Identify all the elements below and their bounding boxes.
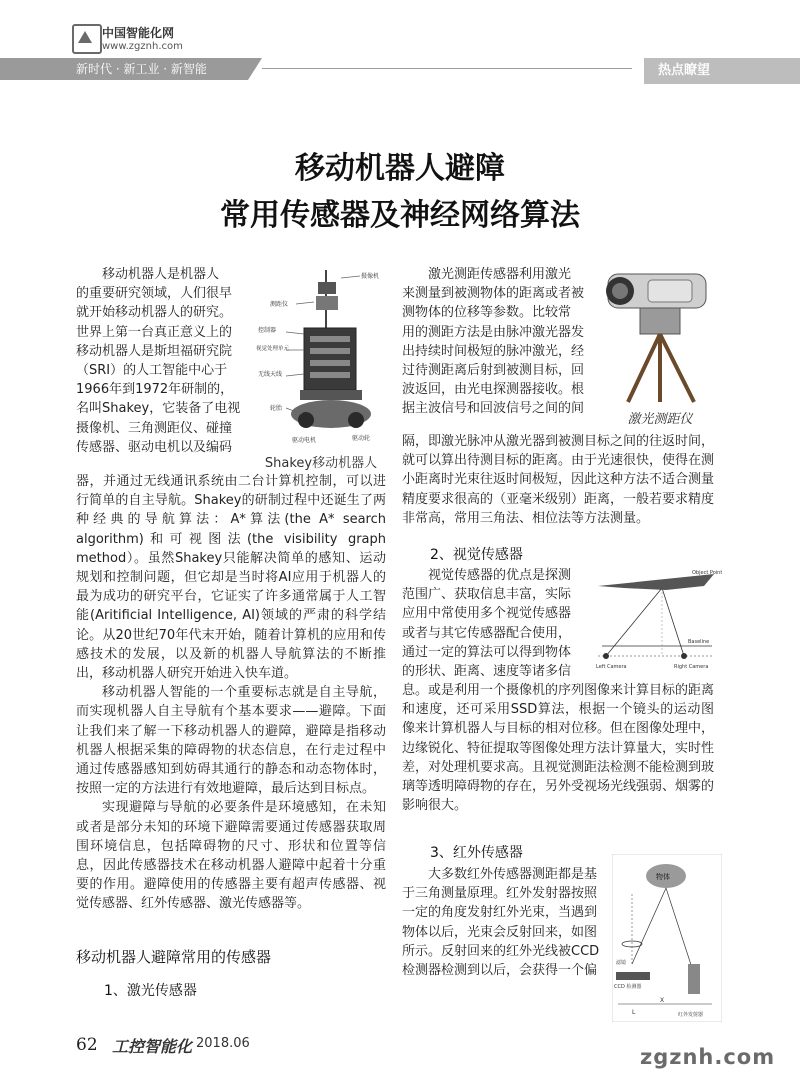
- laser-paragraph-wrapped: [402, 265, 590, 419]
- text-line: 所示。反射回来的红外光线被CCD: [402, 943, 600, 959]
- text-line: 用的测距方法是由脉冲激光器发: [402, 324, 585, 340]
- diagram-label: Left Camera: [596, 664, 627, 670]
- diagram-label: 物体: [656, 873, 670, 881]
- text-line: 于三角测量原理。红外发射器按照: [402, 886, 598, 902]
- diagram-label: Baseline: [688, 639, 710, 645]
- paragraph: 实现避障与导航的必要条件是环境感知，在未知或者是部分未知的环境下避障需要通过传感器获取周围环境信息，包括障碍物的尺寸、形状和位置等信息，因此传感器技术在移动机器人避障中起着十分重要的作用。避障使用的传感器主要有超声传感器、视觉传感器、红外传感器、激光传感器等。: [76, 800, 386, 912]
- text-line: 传感器、驱动电机以及编码: [76, 439, 233, 455]
- robot-label: 轮胎: [270, 405, 283, 412]
- text-line: 通过一定的算法可以得到物体: [402, 644, 572, 660]
- robot-label: 无线天线: [258, 371, 283, 378]
- robot-label: 测距仪: [270, 301, 289, 308]
- text-line: （SRI）的人工智能中心于: [76, 363, 228, 379]
- section-heading: 移动机器人避障常用的传感器: [76, 948, 272, 966]
- subsection-heading-laser: 1、激光传感器: [104, 983, 197, 999]
- site-name: 中国智能化网: [102, 26, 175, 40]
- infrared-paragraph-wrapped: [402, 865, 608, 980]
- magazine-name: 工控智能化: [112, 1037, 193, 1056]
- left-column-body: [76, 472, 386, 914]
- site-watermark: zgznh.com: [640, 1045, 776, 1069]
- diagram-label: L: [632, 1009, 636, 1016]
- paragraph: 息。或是利用一个摄像机的序列图像来计算目标的距离和速度，还可采用SSD算法，根据一个镜头的运动图像来计算机器人与目标的相对位移。但在图像处理中，边缘锐化、特征提取等图像处理方法计算量大，实时性差，对处理机要求高。且视觉测距法检测不能检测到玻璃等透明障碍物的存在，另外受视场光线强弱、烟雾的影响很大。: [402, 683, 715, 814]
- text-line: 视觉传感器的优点是探测: [428, 568, 572, 583]
- robot-label: 摄像机: [361, 273, 380, 280]
- text-line: 应用中常使用多个视觉传感器: [402, 606, 572, 622]
- diagram-label: CCD 检测器: [614, 984, 642, 990]
- laser-paragraph-cont: [402, 432, 714, 528]
- robot-label: 驱动轮: [352, 435, 371, 442]
- infrared-triangulation-diagram: [612, 854, 722, 1022]
- text-line: 测物体的位移等参数。比较常: [402, 305, 572, 321]
- issue-date: 2018.06: [196, 1036, 250, 1051]
- text-line: 激光测距传感器利用激光: [428, 267, 572, 282]
- diagram-label: 红外发射器: [678, 1012, 704, 1018]
- site-url: www.zgznh.com: [102, 41, 183, 52]
- article-title-line2: 常用传感器及神经网络算法: [220, 198, 580, 233]
- site-logo-icon: [72, 24, 102, 54]
- text-line: 检测器检测到以后，会获得一个偏: [402, 963, 598, 979]
- shakey-robot-image: [256, 268, 386, 450]
- text-line: 波返回，由光电探测器接收。根: [402, 382, 585, 398]
- header-rule: [262, 68, 632, 69]
- text-line: 物体以后，光束会反射回来，如图: [402, 924, 598, 940]
- text-line: 据主波信号和回波信号之间的间: [402, 401, 585, 417]
- paragraph: 隔，即激光脉冲从激光器到被测目标之间的往返时间，就可以算出待测目标的距离。由于光速很快，使得在测小距离时光束往返时间极短，因此这种方法不适合测量精度要求很高的（亚毫米级别）距离，一般若要求精度非常高，常用三角法、相位法等方法测量。: [402, 434, 715, 526]
- vision-paragraph-cont: [402, 681, 714, 815]
- text-line: 范围广、获取信息丰富，实际: [402, 587, 572, 603]
- text-line: 就开始移动机器人的研究。: [76, 305, 233, 321]
- text-line: 的形状、距离、速度等诸多信: [402, 664, 572, 680]
- subsection-heading-infrared: 3、红外传感器: [430, 845, 523, 861]
- paragraph: 移动机器人智能的一个重要标志就是自主导航，而实现机器人自主导航有个基本要求——避障。下面让我们来了解一下移动机器人的避障，避障是指移动机器人根据采集的障碍物的状态信息，在行走过程中通过传感器感知到妨碍其通行的静态和动态物体时，按照一定的方法进行有效地避障，最后达到目标点。: [76, 685, 386, 797]
- text-line: 摄像机、三角测距仪、碰撞: [76, 420, 233, 436]
- text-line: 大多数红外传感器测距都是基: [428, 867, 598, 882]
- robot-label: 控制器: [258, 327, 277, 334]
- text-line: 世界上第一台真正意义上的: [76, 324, 233, 340]
- paragraph: 器，并通过无线通讯系统由二台计算机控制，可以进行简单的自主导航。Shakey的研制过程中还诞生了两种经典的导航算法：A*算法(the A* search algorithm)和可视图法(the visibility graph method）。虽然Shakey只能解决简单的感知、运动规划和控制问题，但它却是当时将AI应用于机器人的最为成功的研究平台，它证实了许多通常属于人工智能(Aritificial Intelligence, AI)领域的严肃的科学结论。从20世纪70年代末开始，随着计算机的应用和传感技术的发展，以及新的机器人导航算法的不断推出，移动机器人研究开始进入快车道。: [76, 474, 386, 682]
- page-number: 62: [76, 1035, 98, 1055]
- text-line: 来测量到被测物体的距离或者被: [402, 286, 585, 302]
- text-line: 出持续时间极短的脉冲激光，经: [402, 343, 585, 359]
- laser-caption: 激光测距仪: [627, 412, 693, 427]
- diagram-label: Right Camera: [674, 664, 709, 670]
- robot-label: 驱动电机: [292, 437, 317, 444]
- text-line: 移动机器人是机器人: [102, 267, 220, 282]
- text-line: 1966年到1972年研制的，: [76, 382, 234, 398]
- slogan-bar: 新时代 · 新工业 · 新智能: [0, 58, 248, 80]
- laser-rangefinder-image: [598, 262, 722, 404]
- stereo-vision-diagram: [592, 568, 722, 680]
- robot-caption: Shakey移动机器人: [264, 456, 378, 471]
- text-line: 移动机器人是斯坦福研究院: [76, 343, 233, 359]
- section-tab: 热点瞭望: [644, 58, 800, 84]
- text-line: 或者与其它传感器配合使用，: [402, 625, 572, 641]
- vision-paragraph-wrapped: [402, 566, 592, 681]
- text-line: 过待测距离后射到被测目标，回: [402, 363, 585, 379]
- diagram-label: Object Point: [692, 570, 722, 576]
- text-line: 的重要研究领域，人们很早: [76, 286, 233, 302]
- diagram-label: 滤镜: [616, 960, 627, 966]
- intro-paragraph-wrapped: [76, 265, 256, 457]
- text-line: 一定的角度发射红外光束，当遇到: [402, 905, 598, 921]
- diagram-label: X: [660, 997, 665, 1004]
- robot-label: 视觉处理单元: [256, 346, 290, 352]
- text-line: 名叫Shakey，它装备了电视: [76, 401, 241, 417]
- article-title-line1: 移动机器人避障: [295, 151, 505, 186]
- subsection-heading-vision: 2、视觉传感器: [430, 547, 523, 563]
